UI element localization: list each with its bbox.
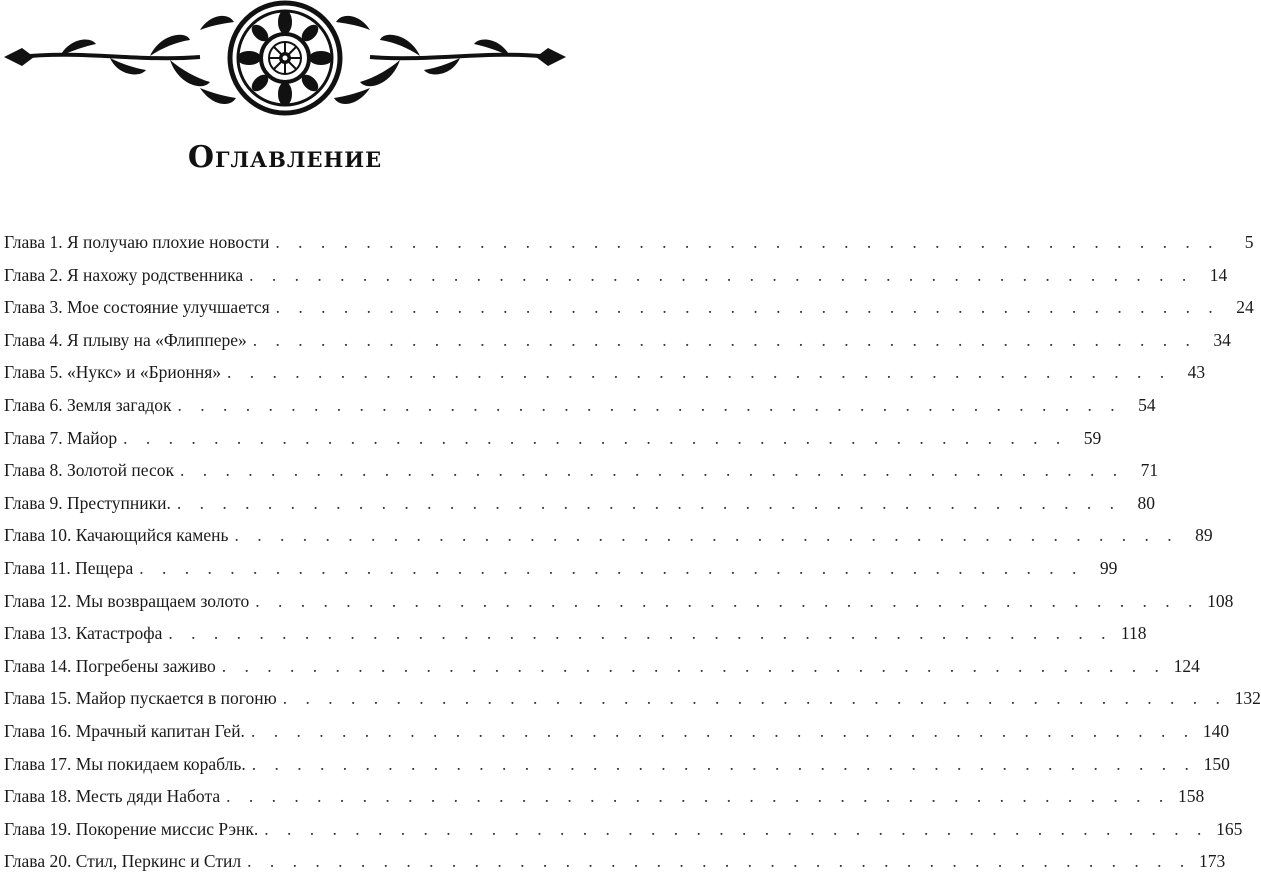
toc-entry[interactable] [4,291,1254,324]
toc-entry-title: Глава 19. Покорение миссис Рэнк. [4,818,259,839]
toc-entry-page-number: 118 [1120,623,1147,644]
toc-entry-page-number: 108 [1207,590,1234,611]
toc-entry-page-number: 165 [1216,818,1243,839]
toc-entry-title: Глава 5. «Нукс» и «Брионня» [4,362,222,383]
toc-entry[interactable] [4,813,1243,846]
toc-entry-title: Глава 6. Земля загадок [4,394,172,415]
toc-entry-page-number: 71 [1140,460,1159,481]
floral-rosette-ornament-icon [0,0,570,125]
toc-entry[interactable] [4,650,1200,683]
toc-entry-title: Глава 1. Я получаю плохие новости [4,232,270,252]
toc-entry[interactable] [4,585,1234,618]
dot-leader: . . . . . . . . . . . . . . . . . . . . . . . . . . . . . . . . . . . . . . . . . . [249,264,1194,285]
toc-entry[interactable] [4,780,1205,813]
toc-entry[interactable] [4,356,1206,389]
toc-entry-page-number: 43 [1187,362,1206,383]
toc-entry-page-number: 89 [1195,525,1213,546]
toc-entry-title: Глава 9. Преступники. [4,492,171,513]
toc-entry[interactable] [4,682,1261,715]
dot-leader: . . . . . . . . . . . . . . . . . . . . . . . . . . . . . . . . . . . . . . . . . . [251,753,1196,774]
dot-leader: . . . . . . . . . . . . . . . . . . . . . . . . . . . . . . . . . . . . . . . . . . [255,590,1200,611]
dot-leader: . . . . . . . . . . . . . . . . . . . . . . . . . . . . . . . . . . . . . . . . . . [139,557,1084,578]
toc-entry[interactable] [4,748,1230,781]
toc-entry[interactable] [4,389,1156,422]
toc-entry[interactable] [4,487,1155,520]
dot-leader: . . . . . . . . . . . . . . . . . . . . . . . . . . . . . . . . . . . . . . . . . . [123,427,1068,448]
toc-entry-title: Глава 15. Майор пускается в погоню [4,688,277,709]
dot-leader: . . . . . . . . . . . . . . . . . . . . . . . . . . . . . . . . . . . . . . . . . . [282,688,1227,709]
toc-entry-page-number: 54 [1138,394,1156,415]
toc-entry[interactable] [4,519,1213,552]
toc-entry-title: Глава 2. Я нахожу родственника [4,264,244,285]
toc-entry[interactable] [4,454,1159,487]
toc-entry-page-number: 34 [1213,329,1231,350]
toc-entry[interactable] [4,715,1230,748]
dot-leader: . . . . . . . . . . . . . . . . . . . . . . . . . . . . . . . . . . . . . . . . . . [177,394,1122,415]
toc-entry-title: Глава 3. Мое состояние улучшается [4,297,270,318]
toc-entry[interactable] [4,552,1118,585]
dot-leader: . . . . . . . . . . . . . . . . . . . . . . . . . . . . . . . . . . . . . . . . . . [227,362,1172,383]
toc-entry-title: Глава 8. Золотой песок [4,460,175,481]
dot-leader: . . . . . . . . . . . . . . . . . . . . . . . . . . . . . . . . . . . . . . . . . . [247,851,1192,872]
dot-leader: . . . . . . . . . . . . . . . . . . . . . . . . . . . . . . . . . . . . . . . . . . [264,818,1209,839]
toc-entry[interactable] [4,259,1228,292]
toc-entry-title: Глава 14. Погребены заживо [4,655,216,676]
dot-leader: . . . . . . . . . . . . . . . . . . . . . . . . . . . . . . . . . . . . . . . . . . [176,492,1121,513]
toc-entry-page-number: 14 [1209,264,1228,285]
toc-entry[interactable] [4,617,1147,650]
toc-entry-page-number: 80 [1137,492,1155,513]
toc-entry-title: Глава 13. Катастрофа [4,623,163,644]
table-of-contents [4,226,1261,878]
dot-leader: . . . . . . . . . . . . . . . . . . . . . . . . . . . . . . . . . . . . . . . . . . [221,655,1166,676]
toc-entry-title: Глава 7. Майор [4,427,118,448]
toc-entry-title: Глава 18. Месть дяди Набота [4,786,221,807]
toc-entry-title: Глава 10. Качающийся камень [4,525,229,546]
toc-entry-page-number: 140 [1202,720,1230,741]
dot-leader: . . . . . . . . . . . . . . . . . . . . . . . . . . . . . . . . . . . . . . . . . . [168,623,1113,644]
dot-leader: . . . . . . . . . . . . . . . . . . . . . . . . . . . . . . . . . . . . . . . . . . [226,786,1171,807]
toc-entry-page-number: 150 [1203,753,1230,774]
dot-leader: . . . . . . . . . . . . . . . . . . . . . . . . . . . . . . . . . . . . . . . . . . [250,720,1196,741]
toc-entry[interactable] [4,422,1102,455]
toc-entry-page-number: 99 [1099,557,1118,578]
page-title: Оглавление [187,140,383,175]
toc-entry-title: Глава 11. Пещера [4,557,134,578]
toc-entry-page-number: 5 [1244,232,1254,252]
toc-entry-page-number: 158 [1177,786,1205,807]
toc-entry-page-number: 24 [1236,297,1254,318]
dot-leader: . . . . . . . . . . . . . . . . . . . . . . . . . . . . . . . . . . . . . . . . . . [275,297,1220,318]
toc-entry-title: Глава 20. Стил, Перкинс и Стил [4,851,242,872]
toc-entry-page-number: 132 [1234,688,1261,709]
dot-leader: . . . . . . . . . . . . . . . . . . . . . . . . . . . . . . . . . . . . . . . . . . [275,232,1220,252]
toc-entry-page-number: 173 [1199,851,1226,872]
toc-entry-title: Глава 4. Я плыву на «Флиппере» [4,329,247,350]
dot-leader: . . . . . . . . . . . . . . . . . . . . . . . . . . . . . . . . . . . . . . . . . . [234,525,1179,546]
toc-entry[interactable] [4,324,1231,357]
toc-entry-title: Глава 12. Мы возвращаем золото [4,590,250,611]
toc-entry[interactable] [4,845,1226,878]
toc-entry-page-number: 124 [1173,655,1200,676]
dot-leader: . . . . . . . . . . . . . . . . . . . . . . . . . . . . . . . . . . . . . . . . . . [180,460,1125,481]
dot-leader: . . . . . . . . . . . . . . . . . . . . . . . . . . . . . . . . . . . . . . . . . . [252,329,1197,350]
toc-entry-page-number: 59 [1083,427,1102,448]
toc-entry-title: Глава 16. Мрачный капитан Гей. [4,720,245,741]
toc-entry[interactable] [4,226,1254,259]
toc-entry-title: Глава 17. Мы покидаем корабль. [4,753,246,774]
